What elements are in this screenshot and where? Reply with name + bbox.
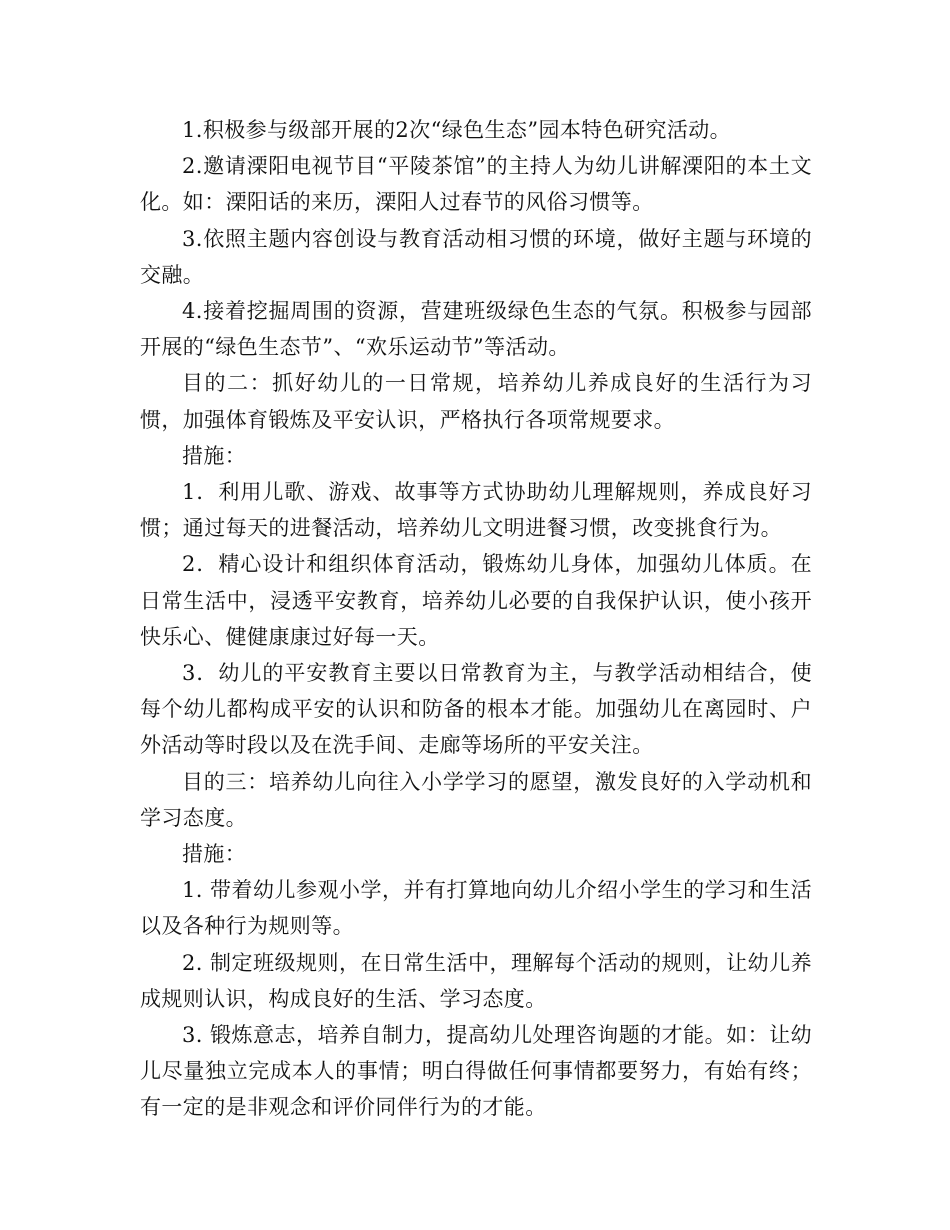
measures-heading-2: 措施：: [182, 842, 247, 867]
paragraph-4: 4.接着挖掘周围的资源，营建班级绿色生态的气氛。积极参与园部开展的“绿色生态节”、“欢乐运动节”等活动。: [140, 299, 812, 360]
measures-heading-1: 措施：: [182, 443, 247, 468]
goal-three-paragraph: 目的三：培养幼儿向往入小学学习的愿望，激发良好的入学动机和学习态度。: [140, 769, 812, 830]
paragraph-3: 3.依照主题内容创设与教育活动相习惯的环境，做好主题与环境的交融。: [140, 226, 812, 287]
measure-2-2: 2. 制定班级规则，在日常生活中，理解每个活动的规则，让幼儿养成规则认识，构成良好的生活、学习态度。: [140, 950, 812, 1011]
paragraph-1: 1.积极参与级部开展的2次“绿色生态”园本特色研究活动。: [182, 118, 732, 142]
goal-two-paragraph: 目的二：抓好幼儿的一日常规，培养幼儿养成良好的生活行为习惯，加强体育锻炼及平安认识，严格执行各项常规要求。: [140, 371, 812, 432]
measure-1-1: 1．利用儿歌、游戏、故事等方式协助幼儿理解规则，养成良好习惯；通过每天的进餐活动，培养幼儿文明进餐习惯，改变挑食行为。: [140, 480, 812, 541]
paragraph-2: 2.邀请溧阳电视节目“平陵茶馆”的主持人为幼儿讲解溧阳的本土文化。如：溧阳话的来历，溧阳人过春节的风俗习惯等。: [140, 154, 812, 215]
document-body: [140, 112, 812, 1126]
measure-1-2: 2．精心设计和组织体育活动，锻炼幼儿身体，加强幼儿体质。在日常生活中，浸透平安教育，培养幼儿必要的自我保护认识，使小孩开快乐心、健健康康过好每一天。: [140, 552, 812, 649]
measure-2-1: 1. 带着幼儿参观小学，并有打算地向幼儿介绍小学生的学习和生活以及各种行为规则等。: [140, 878, 812, 939]
measure-2-3: 3. 锻炼意志，培养自制力，提高幼儿处理咨询题的才能。如：让幼儿尽量独立完成本人的事情；明白得做任何事情都要努力，有始有终；有一定的是非观念和评价同伴行为的才能。: [140, 1023, 812, 1120]
measure-1-3: 3．幼儿的平安教育主要以日常教育为主，与教学活动相结合，使每个幼儿都构成平安的认识和防备的根本才能。加强幼儿在离园时、户外活动等时段以及在洗手间、走廊等场所的平安关注。: [140, 661, 812, 758]
